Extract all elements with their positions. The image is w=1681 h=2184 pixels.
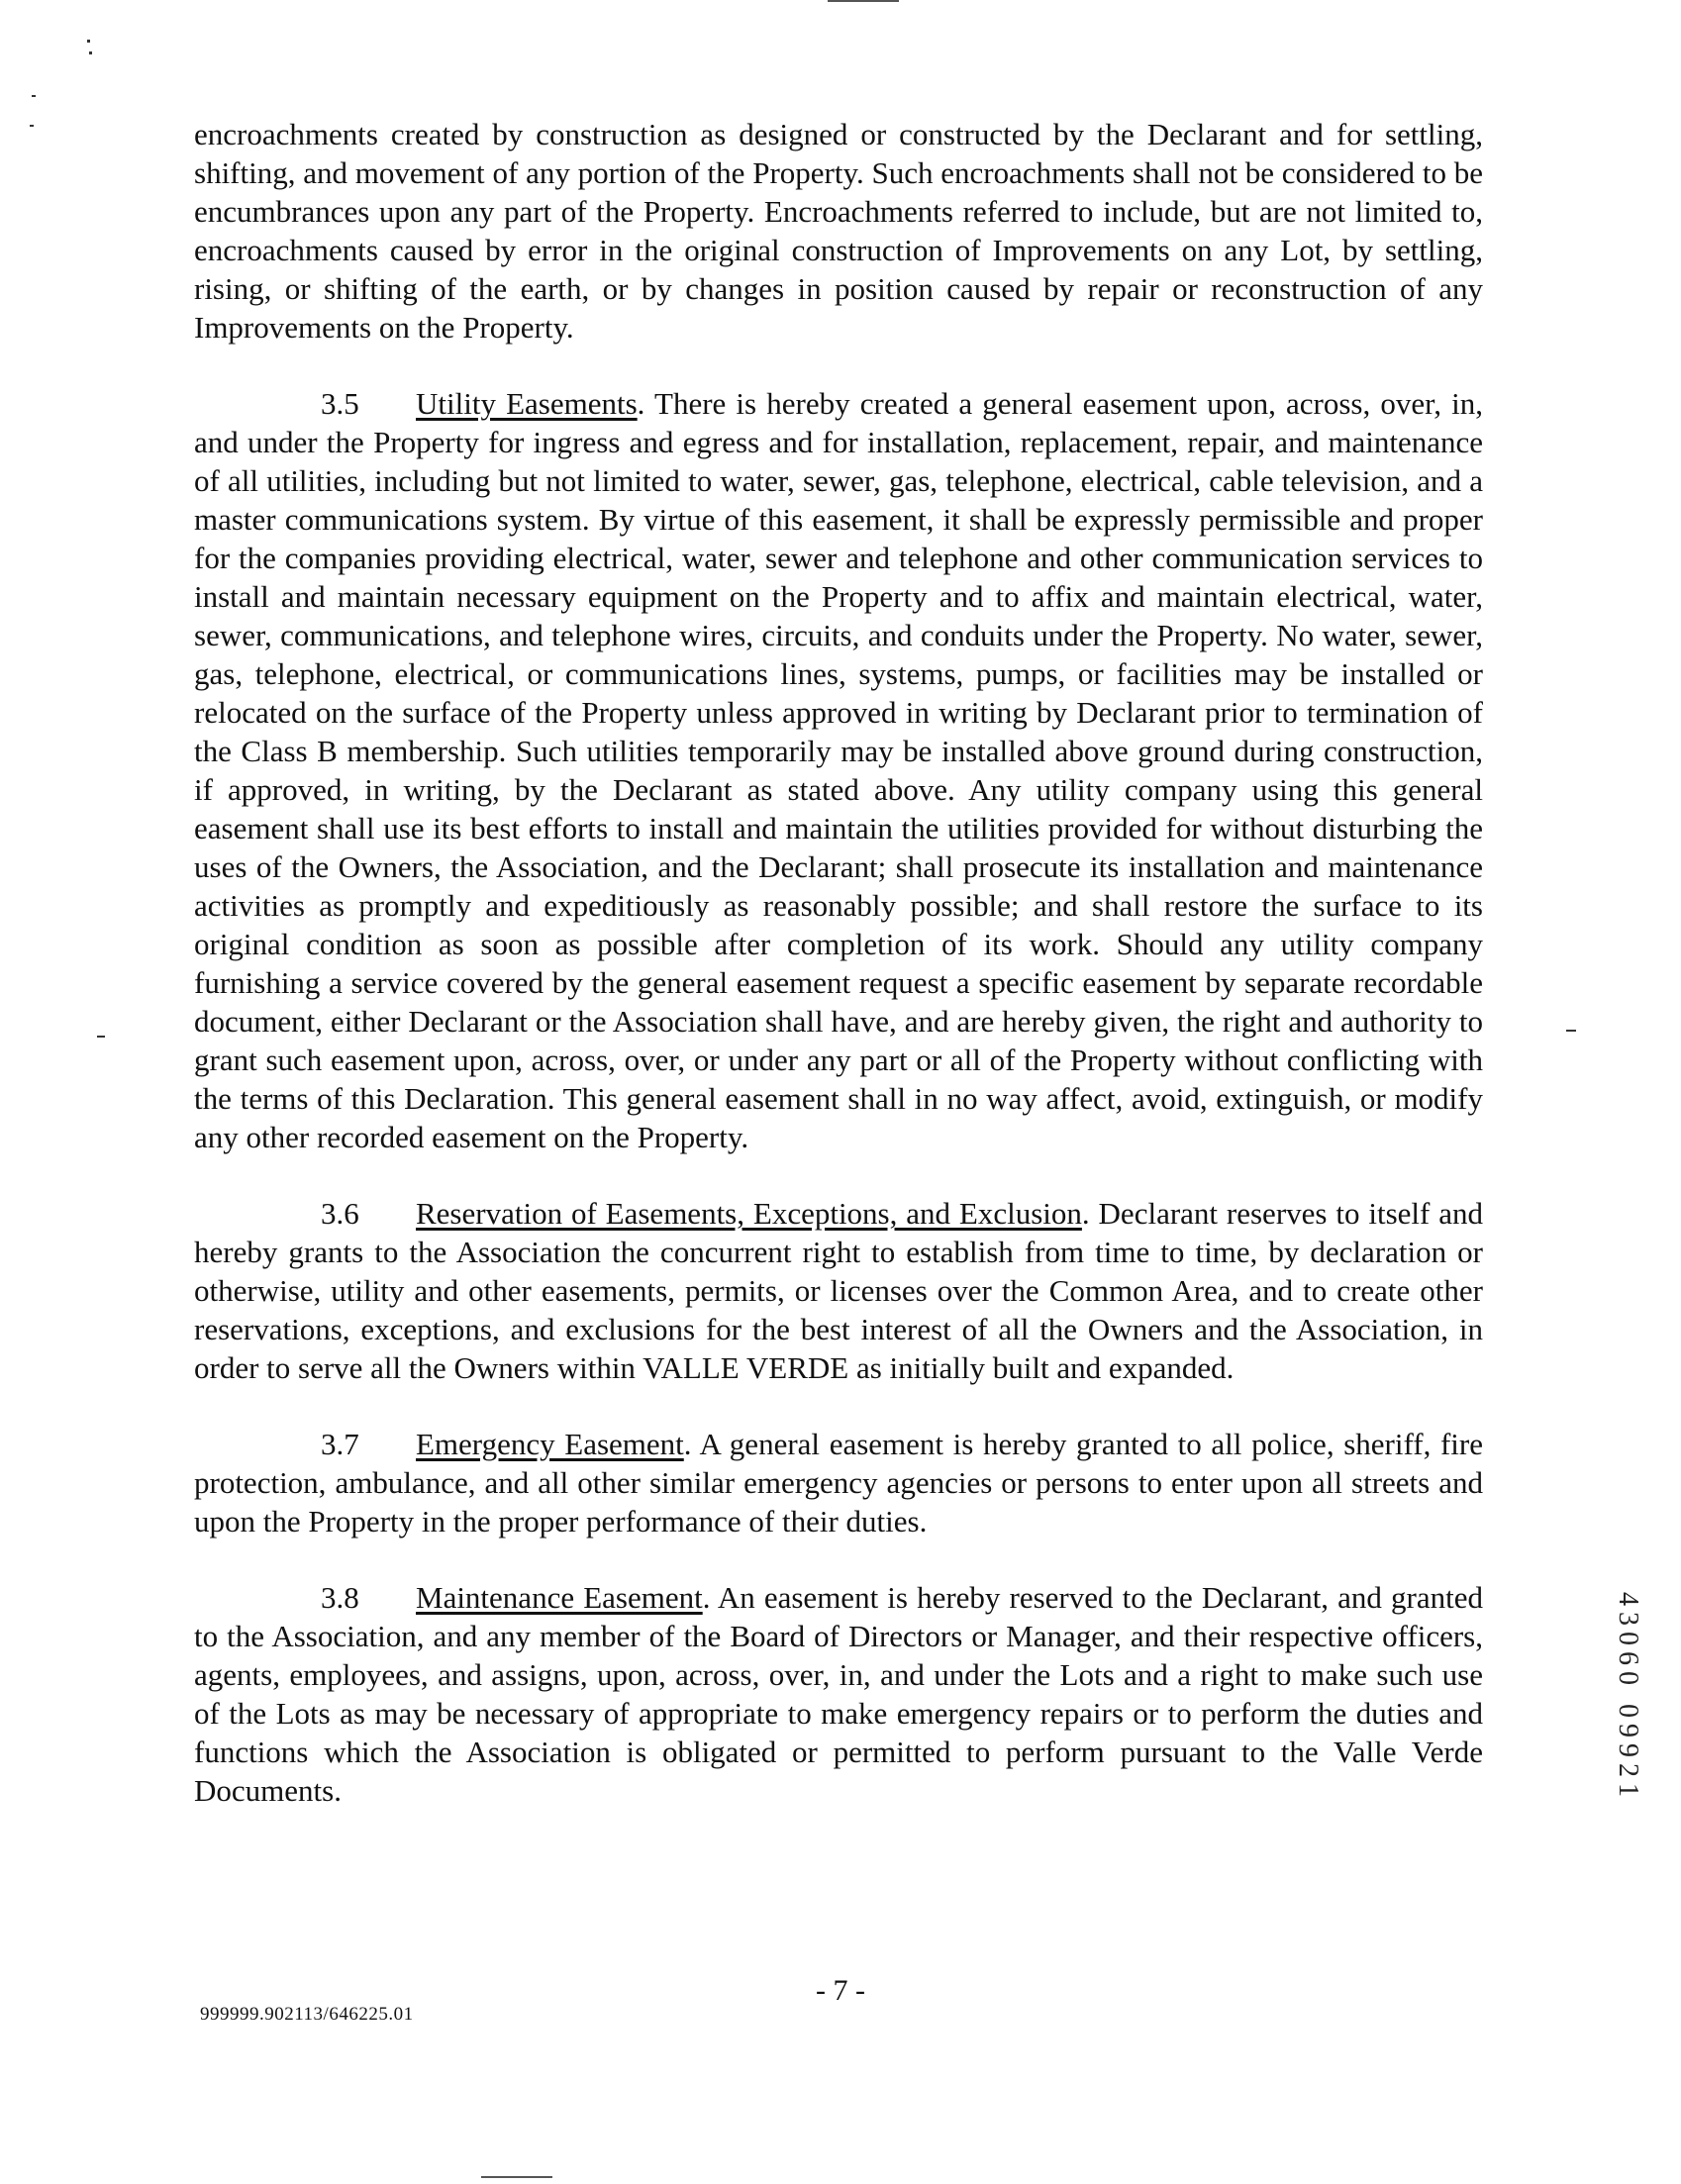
section-text: . A general easement is hereby granted to all police, sheriff, fire protection, ambulance, and all other similar emergency agencies or persons to enter upon all streets and upon the Property in the proper performance of their duties. (194, 1427, 1484, 1539)
section-3-5-utility-easements (194, 384, 1483, 1156)
section-text: . Declarant reserves to itself and hereby grants to the Association the concurrent right to establish from time to time, by declaration or otherwise, utility and other easements, permits, or licenses over the Common Area, and to create other reservations, exceptions, and exclusions for the best interest of all the Owners and the Association, in order to serve all the Owners within VALLE VERDE as initially built and expanded. (194, 1196, 1483, 1385)
section-number: 3.5 (321, 386, 359, 421)
page-number: - 7 - (816, 1974, 865, 2007)
margin-dash-left (97, 1036, 105, 1038)
section-heading: Reservation of Easements, Exceptions, and Exclusion (416, 1196, 1082, 1231)
section-number: 3.7 (321, 1427, 359, 1461)
section-3-8-maintenance-easement (194, 1578, 1483, 1810)
paragraph-text: encroachments created by construction as designed or constructed by the Declarant and for settling, shifting, and movement of any portion of the Property. Such encroachments shall not be considered to be encumbrances upon any part of the Property. Encroachments referred to include, but are not limited to, encroachments caused by error in the original construction of Improvements on any Lot, by settling, rising, or shifting of the earth, or by changes in position caused by repair or reconstruction of any Improvements on the Property. (194, 117, 1483, 345)
scan-speck (87, 40, 90, 43)
section-heading: Emergency Easement (416, 1427, 684, 1461)
document-footer-code: 999999.902113/646225.01 (200, 2004, 414, 2025)
scan-speck (32, 95, 36, 97)
section-number: 3.8 (321, 1580, 359, 1615)
scan-speck (30, 125, 34, 127)
section-3-6-reservation-of-easements (194, 1194, 1483, 1387)
scan-edge-mark-top (828, 0, 899, 2)
scan-speck (89, 51, 92, 54)
section-heading: Maintenance Easement (416, 1580, 703, 1615)
section-text: . There is hereby created a general easement upon, across, over, in, and under the Property for ingress and egress and for installation, replacement, repair, and maintenance of all utilities, including but not limited to water, sewer, gas, telephone, electrical, cable television, and a master communications system. By virtue of this easement, it shall be expressly permissible and proper for the companies providing electrical, water, sewer and telephone and other communication services to install and maintain necessary equipment on the Property and to affix and maintain electrical, water, sewer, communications, and telephone wires, circuits, and conduits under the Property. No water, sewer, gas, telephone, electrical, or communications lines, systems, pumps, or facilities may be installed or relocated on the surface of the Property unless approved in writing by Declarant prior to termination of the Class B membership. Such utilities temporarily may be installed above ground during construction, if approved, in writing, by the Declarant as stated above. Any utility company using this general easement shall use its best efforts to install and maintain the utilities provided for without disturbing the uses of the Owners, the Association, and the Declarant; shall prosecute its installation and maintenance activities as promptly and expeditiously as reasonably possible; and shall restore the surface to its original condition as soon as possible after completion of its work. Should any utility company furnishing a service covered by the general easement request a specific easement by separate recordable document, either Declarant or the Association shall have, and are hereby given, the right and authority to grant such easement upon, across, over, or under any part or all of the Property without conflicting with the terms of this Declaration. This general easement shall in no way affect, avoid, extinguish, or modify any other recorded easement on the Property. (194, 386, 1483, 1154)
recording-stamp-number: 43060 09921 (1613, 1592, 1643, 1803)
section-text: . An easement is hereby reserved to the Declarant, and granted to the Association, and any member of the Board of Directors or Manager, and their respective officers, agents, employees, and assigns, upon, across, over, in, and under the Lots and a right to make such use of the Lots as may be necessary of appropriate to make emergency repairs or to perform the duties and functions which the Association is obligated or permitted to perform pursuant to the Valle Verde Documents. (194, 1580, 1483, 1808)
paragraph-encroachments (194, 115, 1483, 347)
section-heading: Utility Easements (416, 386, 638, 421)
scan-edge-mark-bottom (481, 2176, 552, 2178)
document-body (194, 115, 1483, 1847)
section-number: 3.6 (321, 1196, 359, 1231)
section-3-7-emergency-easement (194, 1425, 1483, 1540)
margin-dash-right (1566, 1030, 1576, 1032)
